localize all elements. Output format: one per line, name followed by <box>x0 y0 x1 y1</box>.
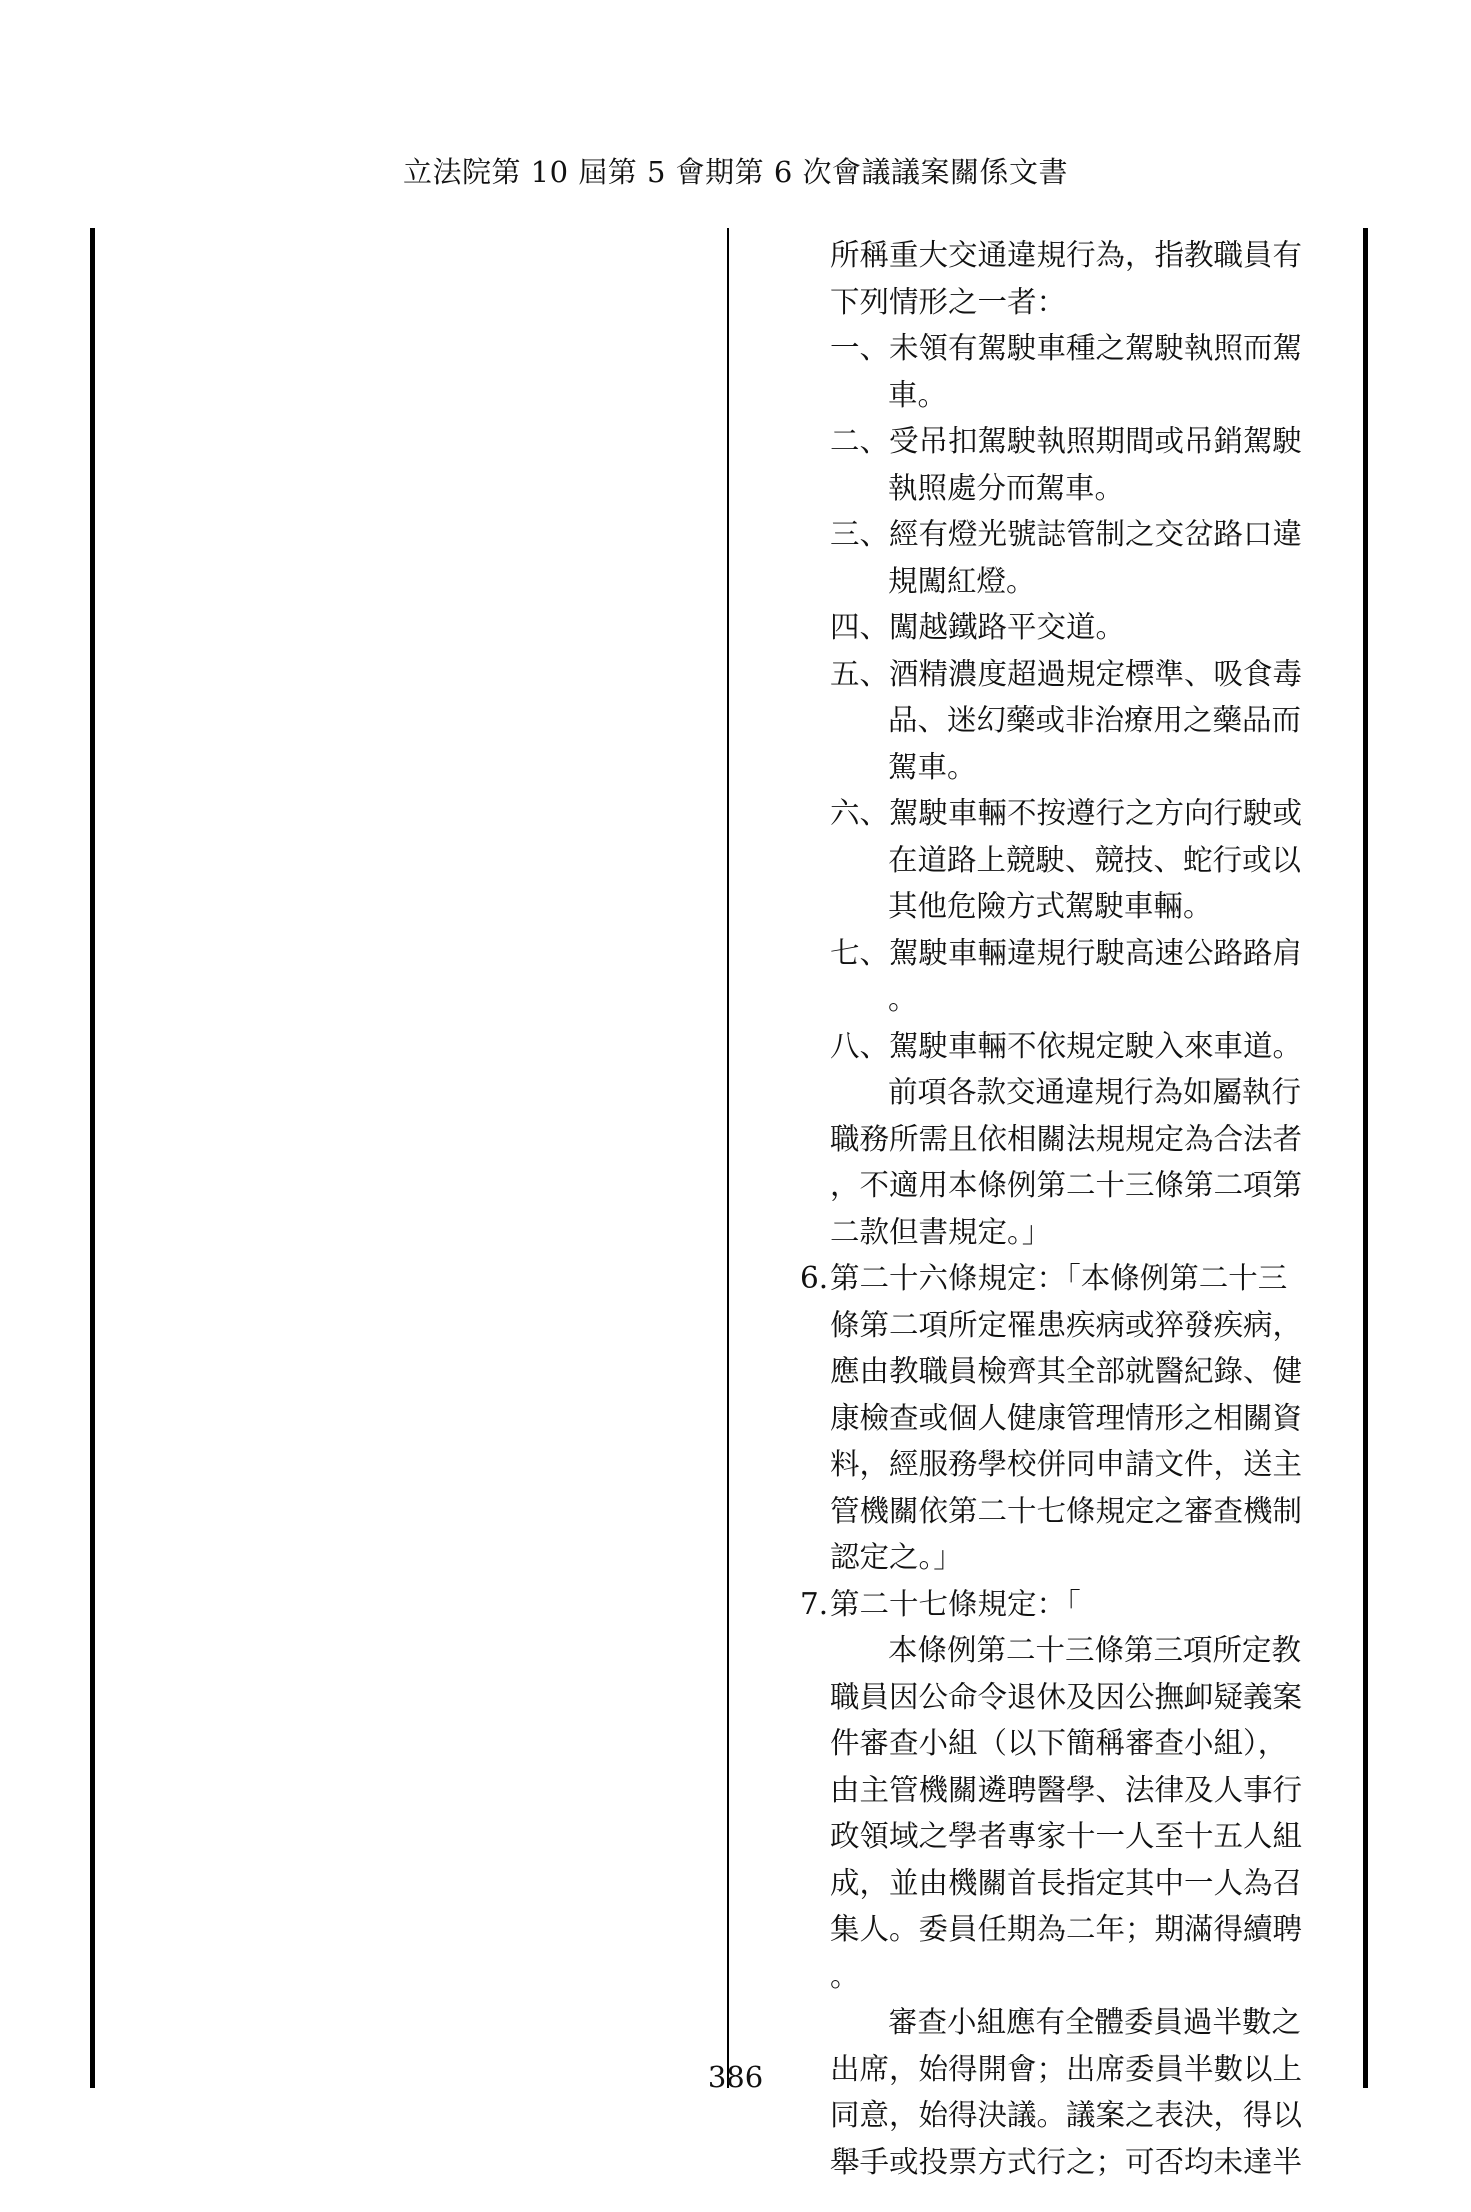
list-marker: 四、 <box>830 610 890 644</box>
item-number: 7. <box>800 1586 829 1621</box>
list-marker: 五、 <box>830 656 890 691</box>
page-number: 386 <box>707 2060 764 2094</box>
list-marker: 六、 <box>830 796 890 830</box>
paragraph-line: 件審查小組（以下簡稱審查小組）， <box>830 1726 1288 1760</box>
paragraph-line: 成，並由機關首長指定其中一人為召 <box>830 1865 1303 1900</box>
column-divider-rule <box>727 228 729 2088</box>
paragraph-line: 舉手或投票方式行之；可否均未達半 <box>830 2144 1303 2179</box>
list-item-continuation: 其他危險方式駕駛車輛。 <box>888 889 1213 923</box>
paragraph-line: 前項各款交通違規行為如屬執行 <box>888 1075 1302 1109</box>
item-text: 第二十七條規定：「 <box>830 1586 1081 1621</box>
list-item-text: 受吊扣駕駛執照期間或吊銷駕駛 <box>889 424 1303 458</box>
page-header: 立法院第 10 屆第 5 會期第 6 次會議議案關係文書 <box>402 155 1069 189</box>
right-border-rule <box>1363 228 1368 2088</box>
list-item-continuation: 在道路上競駛、競技、蛇行或以 <box>888 842 1302 877</box>
list-marker: 七、 <box>830 935 890 970</box>
list-item-text: 經有燈光號誌管制之交岔路口違 <box>889 517 1303 551</box>
paragraph-line: 職務所需且依相關法規規定為合法者 <box>830 1121 1303 1156</box>
item-continuation: 條第二項所定罹患疾病或猝發疾病， <box>830 1307 1303 1342</box>
right-column-text <box>800 232 1350 2185</box>
list-item <box>830 604 1350 651</box>
item-continuation: 康檢查或個人健康管理情形之相關資 <box>830 1400 1303 1435</box>
list-item <box>830 418 1350 465</box>
list-item-text: 酒精濃度超過規定標準、吸食毒 <box>889 656 1303 691</box>
list-item <box>830 325 1350 372</box>
item-continuation: 管機關依第二十七條規定之審查機制 <box>830 1493 1303 1528</box>
list-marker: 一、 <box>830 331 890 365</box>
paragraph-line: ，不適用本條例第二十三條第二項第 <box>830 1168 1303 1202</box>
paragraph-line: 同意，始得決議。議案之表決，得以 <box>830 2098 1303 2132</box>
text-line: 所稱重大交通違規行為，指教職員有 <box>830 238 1303 272</box>
item-number: 6. <box>800 1261 829 1295</box>
text-line: 下列情形之一者： <box>830 284 1067 319</box>
list-item <box>830 651 1350 698</box>
list-item-continuation: 駕車。 <box>888 749 977 784</box>
paragraph-line: 二款但書規定。」 <box>830 1214 1052 1249</box>
list-item-continuation: 規闖紅燈。 <box>888 563 1036 598</box>
list-item <box>830 930 1350 977</box>
list-item-text: 未領有駕駛車種之駕駛執照而駕 <box>889 331 1303 365</box>
paragraph-line: 本條例第二十三條第三項所定教 <box>888 1633 1302 1667</box>
item-continuation: 應由教職員檢齊其全部就醫紀錄、健 <box>830 1354 1303 1388</box>
list-marker: 三、 <box>830 517 890 551</box>
list-item-continuation: 車。 <box>888 377 948 412</box>
paragraph-line: 。 <box>830 1958 860 1993</box>
list-item-text: 駕駛車輛不按遵行之方向行駛或 <box>889 796 1303 830</box>
list-item <box>830 790 1350 837</box>
list-item-text: 闖越鐵路平交道。 <box>889 610 1126 644</box>
paragraph-line: 職員因公命令退休及因公撫卹疑義案 <box>830 1679 1303 1714</box>
paragraph-line: 由主管機關遴聘醫學、法律及人事行 <box>830 1772 1303 1807</box>
list-item <box>830 511 1350 558</box>
paragraph-line: 政領域之學者專家十一人至十五人組 <box>830 1819 1303 1853</box>
paragraph-line: 審查小組應有全體委員過半數之 <box>888 2005 1302 2039</box>
list-item-text: 駕駛車輛違規行駛高速公路路肩 <box>889 935 1303 970</box>
list-item <box>830 1023 1350 1070</box>
list-marker: 二、 <box>830 424 890 458</box>
left-border-rule <box>90 228 95 2088</box>
list-marker: 八、 <box>830 1028 890 1063</box>
item-continuation: 料，經服務學校併同申請文件，送主 <box>830 1447 1303 1481</box>
list-item-text: 駕駛車輛不依規定駛入來車道。 <box>889 1028 1303 1063</box>
numbered-item <box>800 1581 1350 1628</box>
item-continuation: 認定之。」 <box>830 1540 963 1574</box>
paragraph-line: 集人。委員任期為二年；期滿得續聘 <box>830 1912 1303 1946</box>
item-text: 第二十六條規定：「本條例第二十三 <box>830 1261 1288 1295</box>
list-item-continuation: 。 <box>888 982 918 1016</box>
paragraph-line: 出席，始得開會；出席委員半數以上 <box>830 2051 1303 2086</box>
numbered-item <box>800 1255 1350 1302</box>
list-item-continuation: 執照處分而駕車。 <box>888 470 1125 505</box>
list-item-continuation: 品、迷幻藥或非治療用之藥品而 <box>888 703 1302 737</box>
